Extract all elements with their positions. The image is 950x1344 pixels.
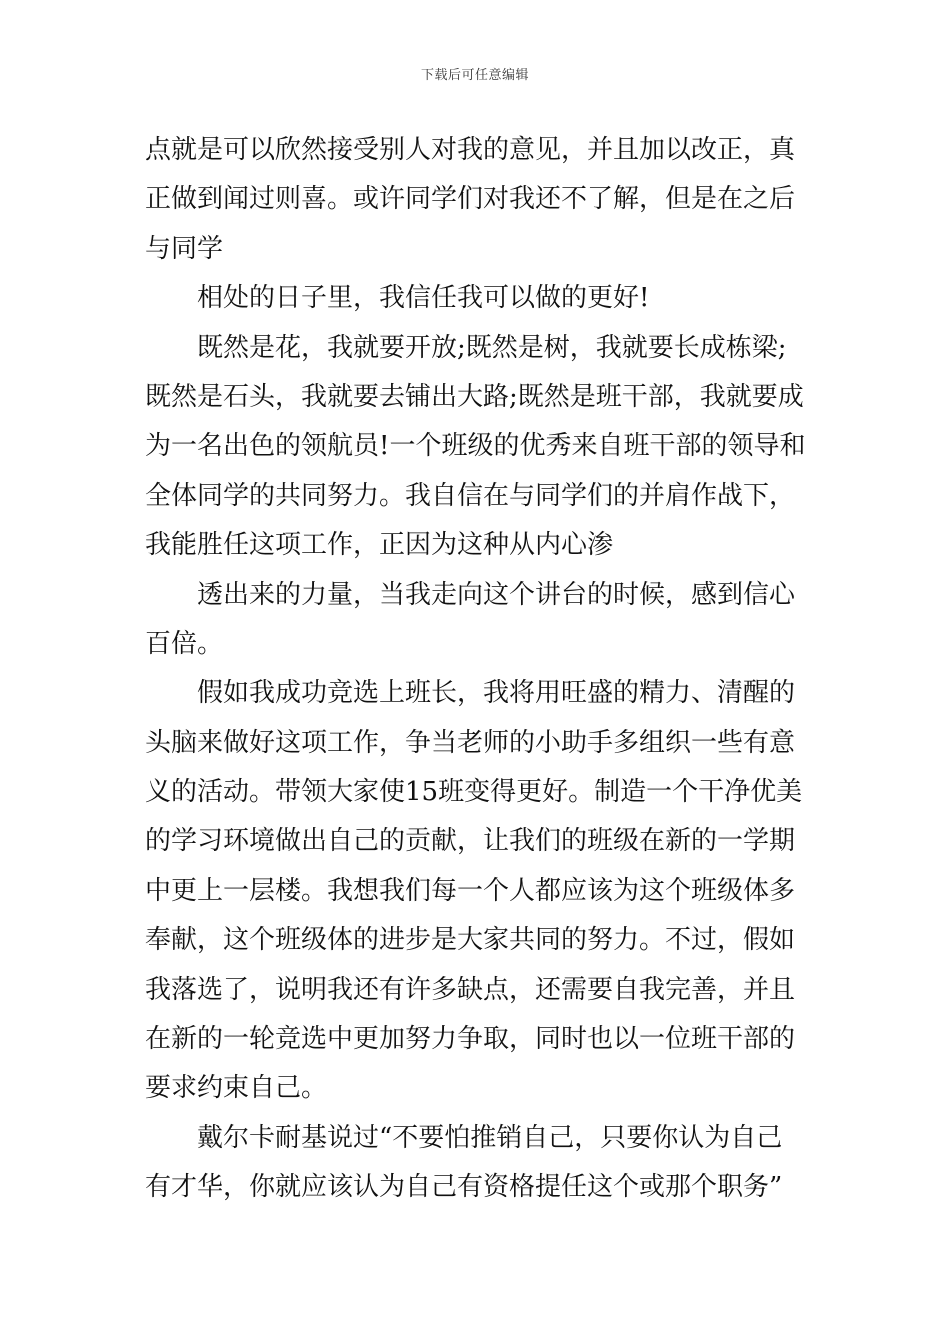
- text-line: 既然是花，我就要开放;既然是树，我就要长成栋梁;: [197, 332, 787, 363]
- document-body: [145, 126, 807, 1213]
- text-line: 为一名出色的领航员!一个班级的优秀来自班干部的领导和: [145, 431, 806, 462]
- text-line: 与同学: [145, 233, 224, 264]
- text-line: 百倍。: [145, 628, 224, 659]
- text-line: 在新的一轮竞选中更加努力争取，同时也以一位班干部的: [145, 1024, 796, 1055]
- text-line: 相处的日子里，我信任我可以做的更好!: [197, 283, 650, 314]
- text-line: 奉献，这个班级体的进步是大家共同的努力。不过，假如: [145, 925, 796, 956]
- text-line: 的学习环境做出自己的贡献，让我们的班级在新的一学期: [145, 826, 796, 857]
- text-line: 假如我成功竞选上班长，我将用旺盛的精力、清醒的: [197, 678, 796, 709]
- text-line: 我能胜任这项工作，正因为这种从内心渗: [145, 530, 614, 561]
- text-line: 有才华，你就应该认为自己有资格提任这个或那个职务”: [145, 1172, 783, 1203]
- text-line: 中更上一层楼。我想我们每一个人都应该为这个班级体多: [145, 875, 796, 906]
- text-line: 正做到闻过则喜。或许同学们对我还不了解，但是在之后: [145, 184, 796, 215]
- text-line: 透出来的力量，当我走向这个讲台的时候，感到信心: [197, 579, 796, 610]
- text-line: 戴尔卡耐基说过“不要怕推销自己，只要你认为自己: [197, 1122, 783, 1153]
- text-line: 我落选了，说明我还有许多缺点，还需要自我完善，并且: [145, 974, 796, 1005]
- text-line: 头脑来做好这项工作，争当老师的小助手多组织一些有意: [145, 727, 796, 758]
- text-line: 义的活动。带领大家使15班变得更好。制造一个干净优美: [145, 777, 803, 808]
- text-line: 既然是石头，我就要去铺出大路;既然是班干部，我就要成: [145, 381, 804, 412]
- page-header: 下载后可任意编辑: [420, 68, 529, 83]
- text-line: 全体同学的共同努力。我自信在与同学们的并肩作战下，: [145, 480, 796, 511]
- text-line: 要求约束自己。: [145, 1073, 328, 1104]
- text-line: 点就是可以欣然接受别人对我的意见，并且加以改正，真: [145, 135, 796, 165]
